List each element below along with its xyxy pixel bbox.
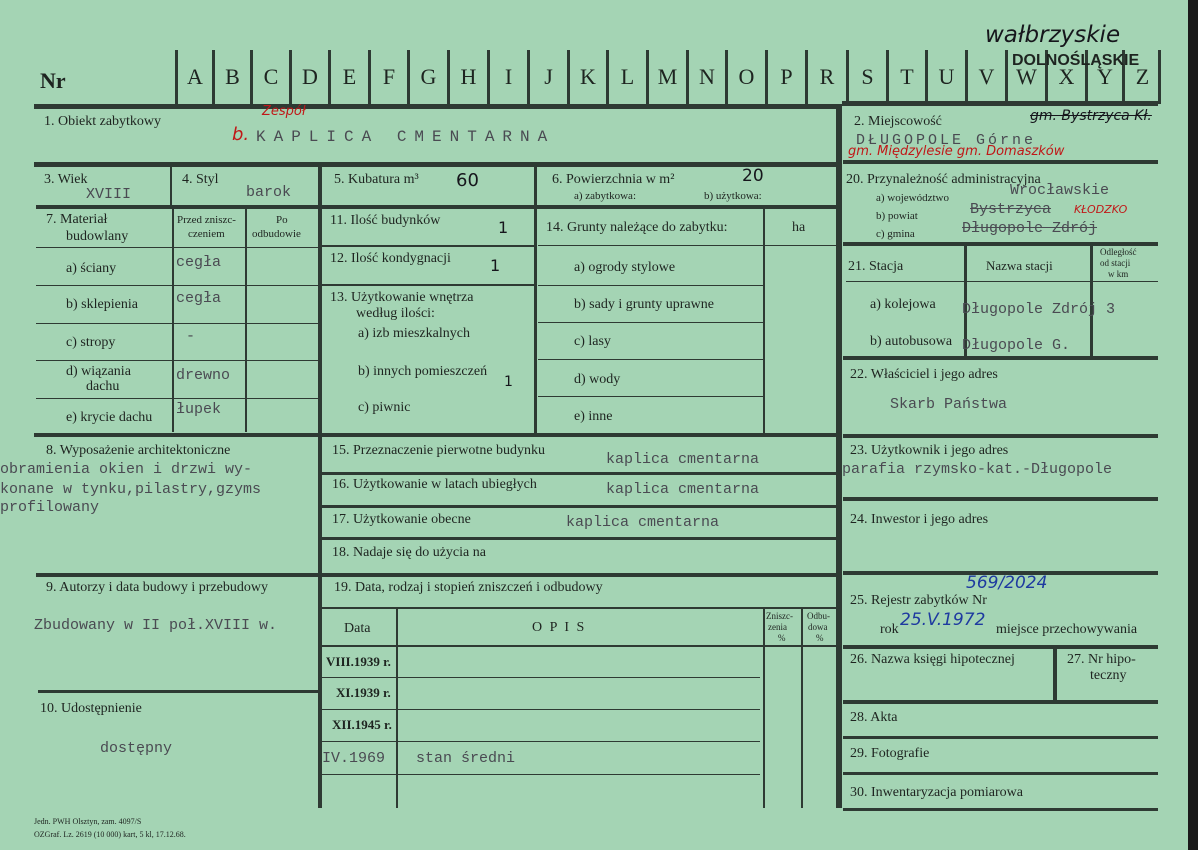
land-row-waters: d) wody xyxy=(574,372,621,387)
field-25-label: 25. Rejestr zabytków Nr xyxy=(850,593,987,608)
index-letter: I xyxy=(504,64,513,89)
field-5-label: 5. Kubatura m³ xyxy=(334,172,419,187)
damage-col-destroyed-pct: % xyxy=(778,633,786,643)
field-24-label: 24. Inwestor i jego adres xyxy=(850,512,989,527)
material-row-walls: a) ściany xyxy=(66,261,117,276)
index-letter: A xyxy=(187,64,203,89)
field-13-label: 13. Użytkowanie wnętrza xyxy=(330,290,474,305)
index-letter: S xyxy=(861,64,874,89)
damage-row-date: XII.1945 r. xyxy=(332,717,392,732)
station-bus-label: b) autobusowa xyxy=(870,334,953,349)
field-26-label: 26. Nazwa księgi hipotecznej xyxy=(850,652,1015,667)
field-15-label: 15. Przeznaczenie pierwotne budynku xyxy=(332,443,546,458)
index-letter: J xyxy=(544,64,553,89)
register-date-handwritten: 25.V.1972 xyxy=(900,610,986,630)
index-letter: Z xyxy=(1135,64,1150,89)
voivodeship-handwritten: wałbrzyskie xyxy=(985,22,1121,48)
cubature-value: 60 xyxy=(456,170,479,191)
land-row-forests: c) lasy xyxy=(574,334,611,349)
material-walls-before: cegła xyxy=(176,254,222,271)
material-roofing-before: łupek xyxy=(176,401,222,418)
land-row-orchards: b) sady i grunty uprawne xyxy=(574,297,714,312)
material-vaults-before: cegła xyxy=(176,290,222,307)
locality-name: DŁUGOPOLE Górne xyxy=(856,132,1037,149)
station-bus-value: Długopole G. xyxy=(962,337,1071,354)
field-18-label: 18. Nadaje się do użycia na xyxy=(332,545,486,560)
damage-col-destroyed-2: zenia xyxy=(768,622,787,632)
object-name: KAPLICA CMENTARNA xyxy=(256,128,556,146)
index-letter: F xyxy=(382,64,396,89)
index-letter: N xyxy=(699,64,715,89)
nr-label: Nr xyxy=(40,68,66,93)
voivodeship-stamp: DOLNOŚLĄSKIE xyxy=(1012,52,1140,69)
voivodeship-value: Wrocławskie xyxy=(1010,182,1110,199)
damage-col-description: O P I S xyxy=(532,620,587,635)
index-letter: W xyxy=(1016,64,1037,89)
letter-divider xyxy=(1158,50,1161,104)
field-7-label: 7. Materiał xyxy=(46,212,108,227)
field-1-label: 1. Obiekt zabytkowy xyxy=(44,114,162,129)
field-7-col-after-2: odbudowie xyxy=(252,228,301,240)
past-use-value: kaplica cmentarna xyxy=(606,481,760,498)
field-7-col-before: Przed zniszc- xyxy=(177,214,236,226)
field-13-label-2: według ilości: xyxy=(356,306,435,321)
field-22-label: 22. Właściciel i jego adres xyxy=(850,367,998,382)
land-row-gardens: a) ogrody stylowe xyxy=(574,260,676,275)
county-value: Bystrzyca xyxy=(970,201,1052,218)
field-14-unit: ha xyxy=(792,220,806,235)
field-7-col-after: Po xyxy=(276,214,288,226)
field-6-sub-b: b) użytkowa: xyxy=(704,190,762,202)
damage-col-rebuilt-2: dowa xyxy=(808,622,828,632)
land-row-other: e) inne xyxy=(574,409,613,424)
scan-edge xyxy=(1188,0,1198,850)
printer-note-2: OZGraf. Lz. 2619 (10 000) kart, 5 kl, 17.12.68. xyxy=(34,830,186,839)
index-letter: U xyxy=(938,64,955,89)
station-rail-label: a) kolejowa xyxy=(870,297,936,312)
index-letter: X xyxy=(1058,64,1075,89)
field-1-prefix-handwritten: b. xyxy=(232,124,250,145)
field-6-sub-a: a) zabytkowa: xyxy=(574,190,636,202)
field-20-label: 20. Przynależność administracyjna xyxy=(846,172,1041,187)
index-letter: G xyxy=(420,64,437,89)
index-letter: Y xyxy=(1097,64,1113,89)
field-7-label-2: budowlany xyxy=(66,229,129,244)
style-value: barok xyxy=(246,184,292,201)
field-30-label: 30. Inwentaryzacja pomiarowa xyxy=(850,785,1023,800)
damage-row-description: stan średni xyxy=(416,750,516,767)
material-row-roof-truss-2: dachu xyxy=(86,379,120,394)
damage-row-date: IV.1969 xyxy=(322,750,386,767)
field-2-commune-handwritten: gm. Międzylesie gm. Domaszków xyxy=(848,144,1065,159)
material-row-ceilings: c) stropy xyxy=(66,335,116,350)
field-2-commune-struck: gm. Bystrzyca Kł. xyxy=(1030,108,1152,124)
index-letter: C xyxy=(263,64,279,89)
field-23-label: 23. Użytkownik i jego adres xyxy=(850,443,1009,458)
station-col-distance-2: od stacji xyxy=(1100,258,1131,268)
damage-col-rebuilt-pct: % xyxy=(816,633,824,643)
equipment-line-3: profilowany xyxy=(0,499,100,516)
field-10-label: 10. Udostępnienie xyxy=(40,701,142,716)
index-letter: H xyxy=(460,64,477,89)
station-col-name: Nazwa stacji xyxy=(986,258,1053,273)
index-letter: E xyxy=(342,64,357,89)
damage-row-date: VIII.1939 r. xyxy=(326,654,391,669)
field-29-label: 29. Fotografie xyxy=(850,746,930,761)
field-3-label: 3. Wiek xyxy=(44,172,88,187)
field-20-county-label: b) powiat xyxy=(876,210,918,222)
field-9-label: 9. Autorzy i data budowy i przebudowy xyxy=(46,580,269,595)
station-rail-value: Długopole Zdrój 3 xyxy=(962,301,1116,318)
county-handwritten: KŁODZKO xyxy=(1074,203,1128,216)
index-letter: V xyxy=(978,64,995,89)
field-8-label: 8. Wyposażenie architektoniczne xyxy=(46,443,231,458)
current-use-value: kaplica cmentarna xyxy=(566,514,720,531)
index-letter: L xyxy=(620,64,635,89)
damage-col-rebuilt: Odbu- xyxy=(807,611,830,621)
field-27-label-2: teczny xyxy=(1090,668,1127,683)
access-value: dostępny xyxy=(100,740,173,757)
index-letter: B xyxy=(225,64,240,89)
field-1-note-handwritten: Zespół xyxy=(262,104,306,119)
printer-note-1: Jedn. PWH Olsztyn, zam. 4097/S xyxy=(34,817,142,826)
commune-value: Długopole Zdrój xyxy=(962,220,1098,237)
index-letter: D xyxy=(302,64,318,89)
owner-value: Skarb Państwa xyxy=(890,396,1008,413)
material-row-vaults: b) sklepienia xyxy=(66,297,138,312)
field-25-place-label: miejsce przechowywania xyxy=(996,622,1138,637)
field-6-label: 6. Powierzchnia w m² xyxy=(552,172,675,187)
age-value: XVIII xyxy=(86,186,132,203)
field-13-a: a) izb mieszkalnych xyxy=(358,326,470,341)
index-letter: R xyxy=(819,64,835,89)
index-letter: O xyxy=(738,64,755,89)
equipment-line-2: konane w tynku,pilastry,gzyms xyxy=(0,481,262,498)
original-use-value: kaplica cmentarna xyxy=(606,451,760,468)
field-17-label: 17. Użytkowanie obecne xyxy=(332,512,471,527)
field-4-label: 4. Styl xyxy=(182,172,219,187)
register-number-handwritten: 569/2024 xyxy=(966,573,1048,593)
storey-count-value: 1 xyxy=(490,256,501,275)
station-col-distance-3: w km xyxy=(1108,269,1129,279)
authors-value: Zbudowany w II poł.XVIII w. xyxy=(34,617,278,634)
damage-col-date: Data xyxy=(344,621,371,636)
material-row-roof-truss: d) wiązania xyxy=(66,364,131,379)
field-11-label: 11. Ilość budynków xyxy=(330,213,441,228)
field-20-voivodeship-label: a) województwo xyxy=(876,192,950,204)
damage-row-date: XI.1939 r. xyxy=(336,685,391,700)
material-row-roofing: e) krycie dachu xyxy=(66,410,153,425)
field-13-c: c) piwnic xyxy=(358,400,411,415)
material-ceilings-before: - xyxy=(186,328,196,345)
field-25-year-label: rok xyxy=(880,622,899,637)
field-16-label: 16. Użytkowanie w latach ubiegłych xyxy=(332,477,537,492)
index-letter: M xyxy=(657,64,678,89)
other-rooms-value: 1 xyxy=(504,374,513,390)
field-20-commune-label: c) gmina xyxy=(876,228,915,240)
index-letter: T xyxy=(900,64,914,89)
field-7-col-before-2: czeniem xyxy=(188,228,225,240)
index-letter: P xyxy=(780,64,793,89)
user-value: parafia rzymsko-kat.-Długopole xyxy=(842,461,1113,478)
material-roof-truss-before: drewno xyxy=(176,367,231,384)
field-2-label: 2. Miejscowość xyxy=(854,114,942,129)
equipment-line-1: obramienia okien i drzwi wy- xyxy=(0,461,253,478)
building-count-value: 1 xyxy=(498,218,509,237)
field-28-label: 28. Akta xyxy=(850,710,898,725)
field-14-label: 14. Grunty należące do zabytku: xyxy=(546,220,728,235)
field-21-label: 21. Stacja xyxy=(848,259,904,274)
field-19-label: 19. Data, rodzaj i stopień zniszczeń i odbudowy xyxy=(334,580,603,595)
field-12-label: 12. Ilość kondygnacji xyxy=(330,251,451,266)
index-letter: K xyxy=(580,64,596,89)
damage-col-destroyed: Zniszc- xyxy=(766,611,793,621)
field-13-b: b) innych pomieszczeń xyxy=(358,364,488,379)
station-col-distance: Odległość xyxy=(1100,247,1137,257)
area-value: 20 xyxy=(742,166,764,186)
field-27-label: 27. Nr hipo- xyxy=(1067,652,1136,667)
